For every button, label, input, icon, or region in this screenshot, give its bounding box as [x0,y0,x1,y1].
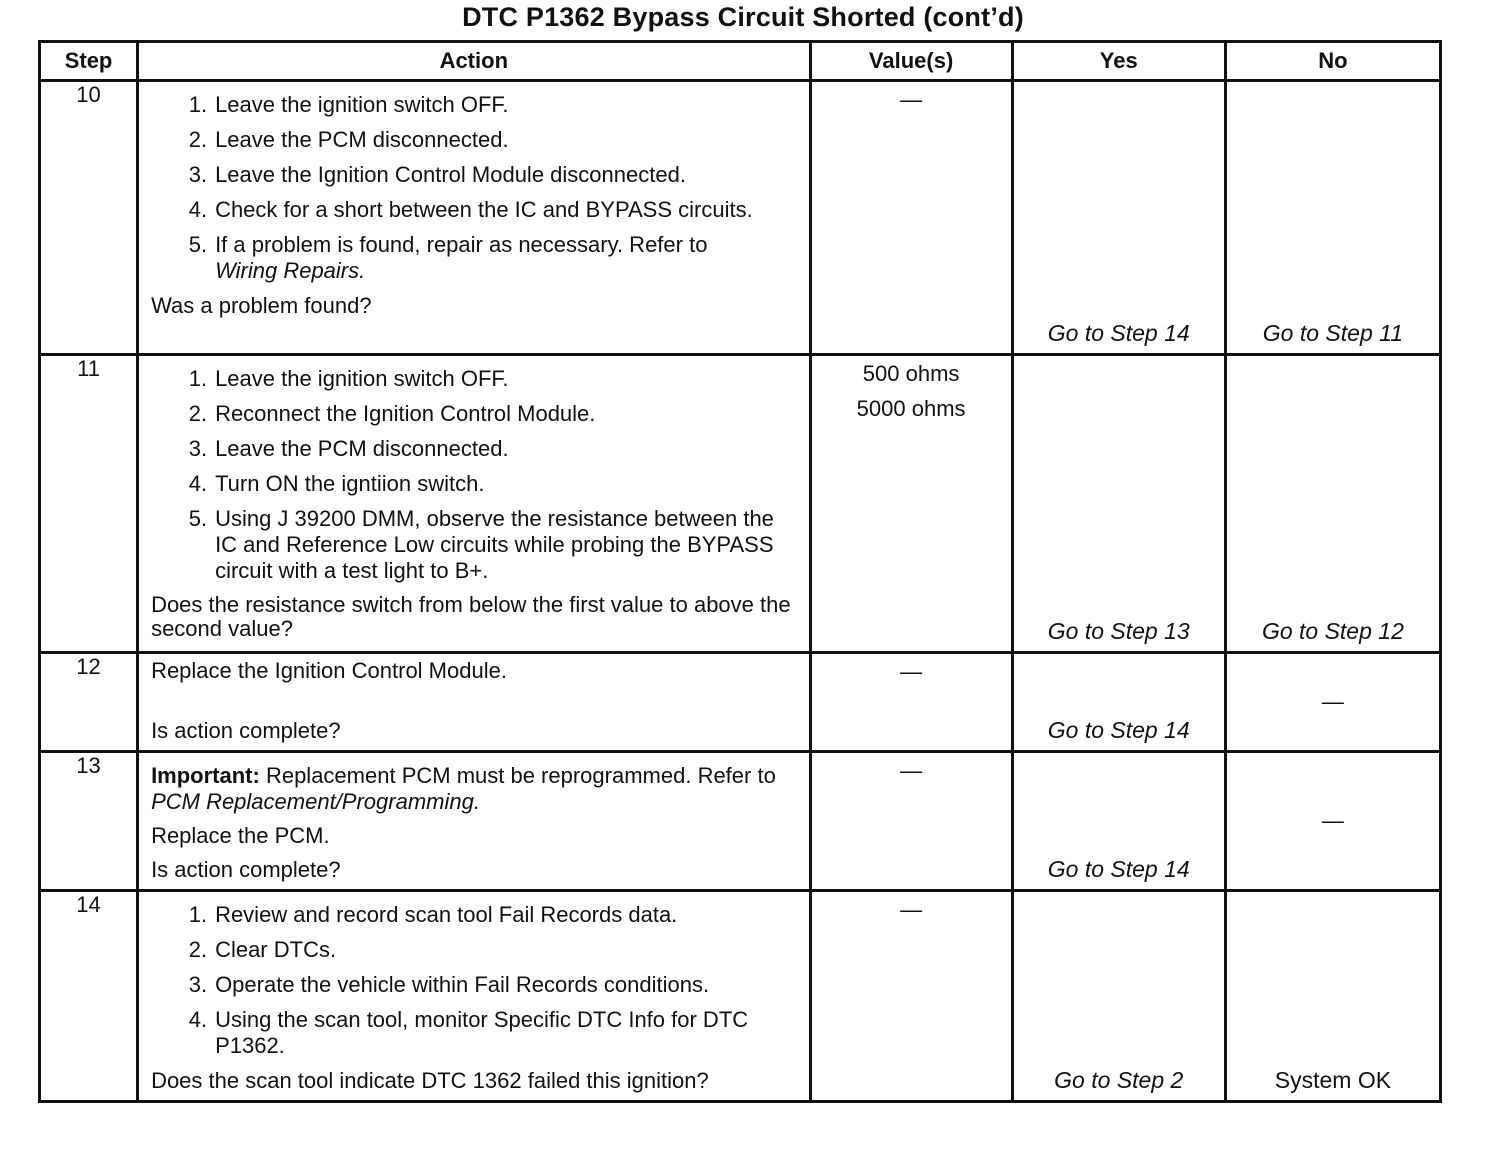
no-result: — [1321,689,1344,714]
header-values: Value(s) [810,42,1012,81]
reference-pcm-replacement: PCM Replacement/Programming. [151,789,480,814]
table-header-row [40,42,1441,81]
yes-result: Go to Step 14 [1047,856,1190,882]
step-number: 12 [40,653,138,752]
table-row [40,653,1441,752]
list-item: 3. Operate the vehicle within Fail Records conditions. [188,972,710,997]
no-cell [1225,752,1440,891]
action-cell [138,653,810,752]
list-item: 1. Leave the ignition switch OFF. [188,92,509,117]
step-number: 13 [40,752,138,891]
header-step: Step [40,42,138,81]
step-question: Does the resistance switch from below the first value to above the second value? [151,592,791,641]
list-item: 5. Using J 39200 DMM, observe the resistance between the IC and Reference Low circuits while probing the BYPASS circuit with a test light to B+. [188,506,774,583]
step-number: 11 [40,355,138,653]
diagnostic-table [38,40,1442,1103]
table-row [40,752,1441,891]
no-result: — [1321,808,1344,833]
value-cell: — [810,752,1012,891]
value-cell: — [810,653,1012,752]
list-item: 4. Turn ON the igntiion switch. [188,471,485,496]
list-item: 4. Using the scan tool, monitor Specific DTC Info for DTC P1362. [188,1007,749,1058]
value-cell: — [810,891,1012,1102]
list-item: 1. Review and record scan tool Fail Records data. [188,902,678,927]
value-cell: — [810,81,1012,355]
important-note [151,763,798,815]
yes-cell [1012,653,1225,752]
step-question: Is action complete? [151,718,341,743]
table-row [40,355,1441,653]
action-cell [138,891,810,1102]
no-result: System OK [1274,1067,1392,1093]
yes-result: Go to Step 14 [1047,320,1190,346]
list-item: 3. Leave the PCM disconnected. [188,436,509,461]
table-row [40,891,1441,1102]
yes-result: Go to Step 14 [1047,717,1190,743]
list-item: 2. Leave the PCM disconnected. [188,127,509,152]
step-question: Is action complete? [151,857,341,882]
list-item: 3. Leave the Ignition Control Module disconnected. [188,162,686,187]
yes-result: Go to Step 13 [1047,618,1190,644]
header-action: Action [138,42,810,81]
step-number: 10 [40,81,138,355]
action-cell [138,355,810,653]
list-item: 1. Leave the ignition switch OFF. [188,366,509,391]
action-text: Replace the Ignition Control Module. [151,658,507,683]
important-label: Important: [151,763,260,788]
header-no: No [1225,42,1440,81]
header-yes: Yes [1012,42,1225,81]
action-text: Replace the PCM. [151,823,330,848]
action-list [151,902,798,1059]
reference-wiring-repairs: Wiring Repairs. [215,258,366,283]
important-text: Replacement PCM must be reprogrammed. Refer to [265,763,776,788]
no-cell [1225,891,1440,1102]
value-low: 500 ohms [862,361,960,386]
yes-cell [1012,81,1225,355]
list-item: 4. Check for a short between the IC and BYPASS circuits. [188,197,753,222]
yes-cell [1012,752,1225,891]
table-row [40,81,1441,355]
yes-cell [1012,355,1225,653]
action-list [151,366,798,584]
no-result: Go to Step 12 [1261,618,1404,644]
yes-result: Go to Step 2 [1054,1067,1184,1093]
step-question: Was a problem found? [151,293,372,318]
list-item: 2. Clear DTCs. [188,937,337,962]
no-result: Go to Step 11 [1262,320,1404,346]
value-cell [810,355,1012,653]
step-question: Does the scan tool indicate DTC 1362 failed this ignition? [151,1068,709,1093]
no-cell [1225,355,1440,653]
yes-cell [1012,891,1225,1102]
no-cell [1225,653,1440,752]
step-number: 14 [40,891,138,1102]
action-list [151,92,798,284]
action-cell [138,752,810,891]
list-item: 5. If a problem is found, repair as necessary. Refer to Wiring Repairs. [188,232,708,283]
list-item: 2. Reconnect the Ignition Control Module. [188,401,596,426]
page-title: DTC P1362 Bypass Circuit Shorted (cont’d) [462,2,1024,32]
no-cell [1225,81,1440,355]
action-cell [138,81,810,355]
value-high: 5000 ohms [856,396,966,421]
